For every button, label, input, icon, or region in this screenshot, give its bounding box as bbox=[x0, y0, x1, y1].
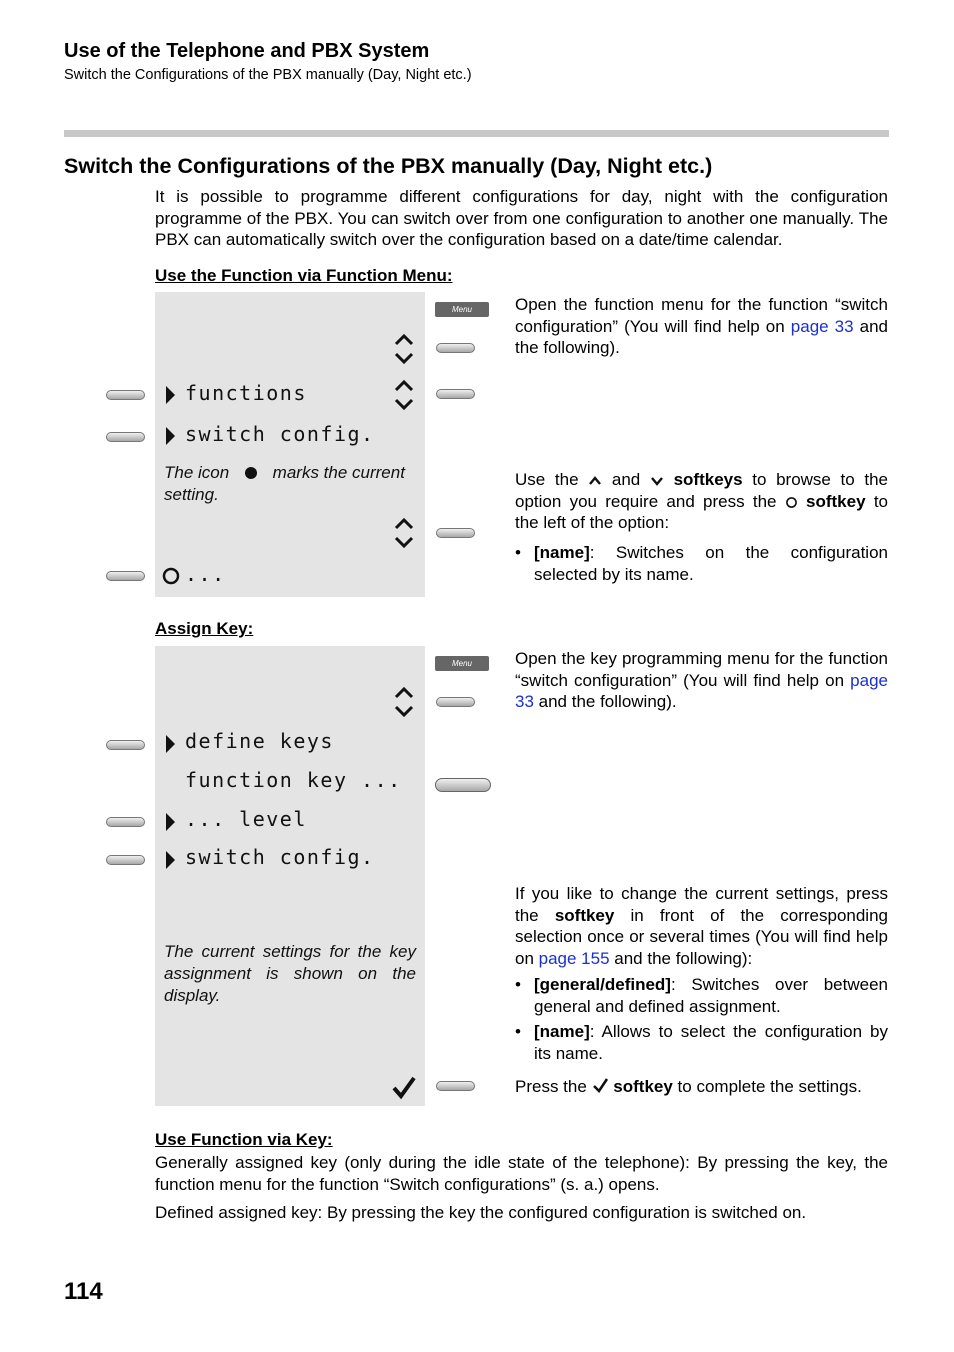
triangle-pointer-icon bbox=[163, 385, 177, 405]
lcd-line-ellipsis: ... bbox=[185, 562, 226, 586]
section-title: Switch the Configurations of the PBX manually (Day, Night etc.) bbox=[64, 154, 713, 178]
running-header-subtitle: Switch the Configurations of the PBX manually (Day, Night etc.) bbox=[64, 67, 472, 83]
menu-key[interactable]: Menu bbox=[435, 656, 489, 671]
step-text: to complete the settings. bbox=[677, 1077, 862, 1096]
assign-key-step-change bbox=[515, 883, 888, 969]
lcd-line-switch-config: switch config. bbox=[185, 845, 375, 869]
function-menu-note bbox=[164, 462, 416, 506]
header-rule bbox=[64, 130, 889, 137]
assign-key-step-open bbox=[515, 648, 888, 713]
step-text: and bbox=[611, 470, 641, 489]
filled-dot-icon bbox=[244, 466, 258, 480]
page-link[interactable]: page 155 bbox=[538, 948, 610, 968]
function-menu-step-open bbox=[515, 294, 888, 359]
page-link[interactable]: page 33 bbox=[790, 316, 854, 336]
bullet-item: • [name]: Allows to select the configuration by its name. bbox=[515, 1022, 888, 1063]
display-panel-assign-key bbox=[155, 646, 425, 1106]
step-text: If you like to change the current settings, press the bbox=[515, 884, 888, 925]
step-text: Press the bbox=[515, 1077, 587, 1096]
up-arrow-icon bbox=[588, 475, 602, 487]
use-key-paragraph-defined: Defined assigned key: By pressing the key the configured configuration is switched on. bbox=[155, 1203, 807, 1222]
softkey-left[interactable] bbox=[106, 817, 145, 827]
up-down-arrows-icon bbox=[393, 331, 415, 367]
step-text: and the following). bbox=[533, 692, 677, 711]
triangle-pointer-icon bbox=[163, 850, 177, 870]
softkey-right[interactable] bbox=[436, 343, 475, 353]
bullet-term: [general/defined] bbox=[534, 975, 671, 994]
check-icon bbox=[592, 1077, 609, 1094]
intro-paragraph: It is possible to programme different configurations for day, night with the configuration programme of the PBX. You can switch over from one configuration to another one manually. The PBX can automatically switch over the configuration based on a date/time calendar. bbox=[155, 187, 888, 249]
note-text: The icon bbox=[164, 463, 230, 482]
step-text: and the following): bbox=[609, 948, 753, 968]
step-text: to browse to the option you require and press the bbox=[515, 470, 889, 511]
lcd-line-function-key: function key ... bbox=[185, 768, 402, 792]
step-text: Open the key programming menu for the function “switch configuration” (You will find help on bbox=[515, 649, 888, 690]
use-key-heading: Use Function via Key: bbox=[155, 1130, 333, 1149]
lcd-line-define-keys: define keys bbox=[185, 729, 334, 753]
bullet-item: • [name]: Switches on the configuration selected by its name. bbox=[515, 543, 888, 584]
check-icon bbox=[391, 1075, 417, 1101]
softkey-right-wide[interactable] bbox=[435, 778, 491, 792]
note-text: marks the current setting. bbox=[164, 463, 405, 504]
step-text: to the left of the option: bbox=[515, 491, 888, 532]
softkey-right[interactable] bbox=[436, 389, 475, 399]
step-text-bold: softkey bbox=[554, 905, 615, 925]
bullet-item: • [general/defined]: Switches over between general and defined assignment. bbox=[515, 975, 888, 1016]
softkey-left[interactable] bbox=[106, 855, 145, 865]
bullet-text: : Switches over between general and defined assignment. bbox=[534, 975, 888, 1016]
up-down-arrows-icon bbox=[393, 377, 415, 413]
down-arrow-icon bbox=[650, 475, 664, 487]
bullet-term: [name] bbox=[534, 1022, 590, 1041]
use-key-paragraph-general: Generally assigned key (only during the idle state of the telephone): By pressing the key, the function menu for the function “Switch configurations” (s. a.) opens. bbox=[155, 1153, 888, 1194]
function-menu-step-browse bbox=[515, 469, 888, 534]
bullet-text: : Switches on the configuration selected by its name. bbox=[534, 543, 888, 584]
softkey-left[interactable] bbox=[106, 432, 145, 442]
page-link[interactable]: page 33 bbox=[515, 670, 888, 711]
triangle-pointer-icon bbox=[163, 812, 177, 832]
step-text: and the following). bbox=[515, 316, 889, 357]
step-text-bold: softkeys bbox=[673, 470, 743, 489]
softkey-left[interactable] bbox=[106, 740, 145, 750]
bullet-text: : Allows to select the configuration by its name. bbox=[534, 1022, 888, 1063]
assign-key-step-confirm bbox=[515, 1076, 895, 1098]
step-text: Open the function menu for the function “switch configuration” (You will find help on bbox=[515, 295, 888, 336]
function-menu-heading: Use the Function via Function Menu: bbox=[155, 266, 453, 285]
running-header-title: Use of the Telephone and PBX System bbox=[64, 40, 430, 62]
softkey-left[interactable] bbox=[106, 390, 145, 400]
step-text: Use the bbox=[515, 470, 579, 489]
step-text-bold: softkey bbox=[806, 491, 866, 511]
circle-icon bbox=[161, 566, 181, 586]
page-number: 114 bbox=[64, 1278, 103, 1305]
lcd-line-functions: functions bbox=[185, 381, 307, 405]
up-down-arrows-icon bbox=[393, 515, 415, 551]
softkey-right[interactable] bbox=[436, 697, 475, 707]
circle-icon bbox=[785, 496, 798, 509]
triangle-pointer-icon bbox=[163, 426, 177, 446]
triangle-pointer-icon bbox=[163, 734, 177, 754]
softkey-right[interactable] bbox=[436, 1081, 475, 1091]
assign-key-heading: Assign Key: bbox=[155, 619, 254, 638]
softkey-right[interactable] bbox=[436, 528, 475, 538]
step-text: in front of the corresponding selection once or several times (You will find help on bbox=[515, 905, 888, 968]
lcd-line-level: ... level bbox=[185, 807, 307, 831]
step-text-bold: softkey bbox=[613, 1077, 673, 1096]
lcd-line-switch-config: switch config. bbox=[185, 422, 375, 446]
menu-key[interactable]: Menu bbox=[435, 302, 489, 317]
softkey-left[interactable] bbox=[106, 571, 145, 581]
assign-key-note: The current settings for the key assignment is shown on the display. bbox=[164, 942, 416, 1005]
bullet-term: [name] bbox=[534, 543, 590, 562]
up-down-arrows-icon bbox=[393, 684, 415, 720]
